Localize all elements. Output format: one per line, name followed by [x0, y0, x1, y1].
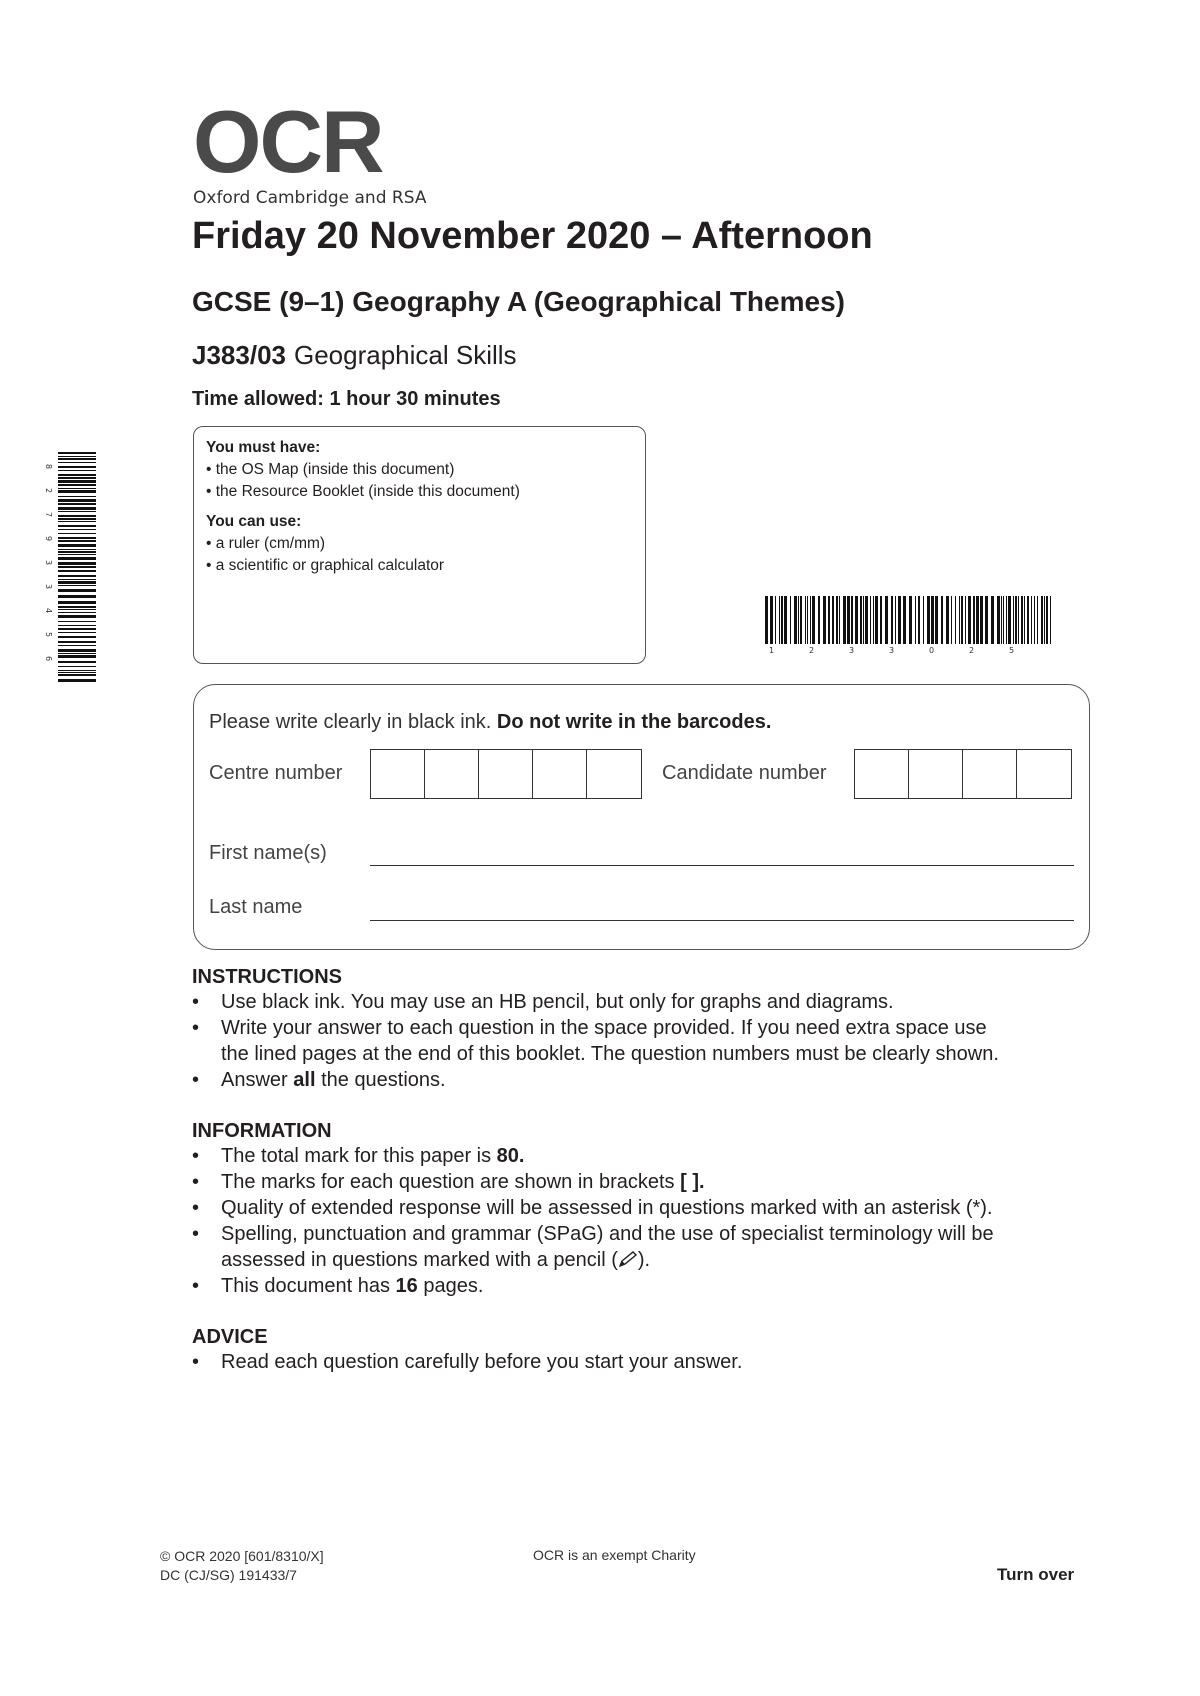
information-item — [192, 1273, 1092, 1299]
barcode-bar — [935, 596, 938, 644]
barcode-bar — [965, 596, 966, 644]
barcode-bar — [58, 606, 96, 608]
total-mark: 80. — [496, 1145, 525, 1167]
requirements-box — [193, 426, 646, 664]
barcode-bar — [875, 596, 878, 644]
instruction-text: Use black ink. You may use an HB pencil, but only for graphs and diagrams. — [221, 991, 894, 1013]
first-name-field[interactable] — [370, 865, 1074, 866]
barcode-bar — [58, 641, 96, 643]
barcode-bar — [58, 458, 96, 460]
last-name-field[interactable] — [370, 920, 1074, 921]
barcode-bar — [58, 466, 96, 468]
barcode-bar — [968, 596, 971, 644]
barcode-digit: 8 — [44, 464, 53, 470]
barcode-bar — [58, 537, 96, 539]
barcode-bar — [1031, 596, 1032, 644]
last-name-label: Last name — [209, 896, 303, 918]
barcode-bar — [860, 596, 862, 644]
first-name-label: First name(s) — [209, 842, 327, 864]
barcode-bar — [58, 511, 96, 512]
barcode-digit: 2 — [809, 646, 815, 655]
can-use-heading: You can use: — [206, 513, 302, 530]
barcode-bar — [959, 596, 960, 644]
barcode-bar — [58, 575, 96, 577]
barcode-bar — [58, 515, 96, 517]
barcode-bar — [1044, 596, 1045, 644]
barcode-bar — [918, 596, 920, 644]
barcode-bar — [58, 579, 96, 580]
barcode-bar — [784, 596, 787, 644]
ocr-logo — [193, 92, 427, 208]
can-use-item: • a scientific or graphical calculator — [206, 555, 633, 577]
barcode-bar — [790, 596, 791, 644]
barcode-bar — [58, 544, 96, 547]
can-use-list — [206, 533, 633, 577]
paper-code: J383/03 — [192, 340, 286, 370]
exam-date: Friday 20 November 2020 – Afternoon — [192, 215, 873, 257]
text-bold: [ ]. — [680, 1171, 705, 1193]
information-text — [221, 1143, 524, 1169]
barcode-bar — [58, 480, 96, 483]
write-note-bold: Do not write in the barcodes. — [496, 711, 772, 733]
barcode-bar — [891, 596, 893, 644]
barcode-bar — [976, 596, 979, 644]
text-part: ). — [637, 1249, 651, 1271]
barcode-bar — [58, 661, 96, 663]
centre-number-field[interactable] — [370, 749, 642, 799]
barcode-bar — [1013, 596, 1014, 644]
barcode-bar — [1041, 596, 1043, 644]
text-part: The marks for each question are shown in brackets — [221, 1171, 675, 1193]
write-note-text: Please write clearly in black ink. — [209, 711, 492, 733]
barcode-bar — [58, 632, 96, 633]
barcode-bar — [1046, 596, 1048, 644]
barcode-bar — [895, 596, 896, 644]
barcode-digit: 0 — [929, 646, 935, 655]
bullet: • — [192, 1223, 200, 1245]
barcode-digit: 1 — [769, 646, 775, 655]
barcode-bar — [770, 596, 773, 644]
pencil-icon — [618, 1250, 638, 1268]
barcode-bar — [985, 596, 988, 644]
information-text: Spelling, punctuation and grammar (SPaG) and the use of specialist terminology will be — [221, 1223, 994, 1245]
barcode-bar — [58, 621, 96, 622]
barcode-digit: 7 — [44, 512, 53, 518]
barcode-digit: 9 — [44, 536, 53, 542]
bullet: • — [192, 1069, 200, 1091]
instruction-item — [192, 989, 1092, 1015]
barcode-bar — [779, 596, 780, 644]
barcode-bar — [58, 477, 96, 479]
barcode-bar — [973, 596, 975, 644]
information-text: Quality of extended response will be assessed in questions marked with an asterisk (*). — [221, 1197, 993, 1219]
advice-text: Read each question carefully before you start your answer. — [221, 1351, 743, 1373]
barcode-bar — [775, 596, 776, 644]
barcode-bar — [1034, 596, 1035, 644]
barcode-bar — [58, 533, 96, 534]
barcode-bar — [903, 596, 906, 644]
barcode-digit: 5 — [44, 632, 53, 638]
barcode-bar — [58, 503, 96, 505]
barcode-bar — [58, 521, 96, 522]
barcode-bar — [58, 609, 96, 610]
information-text — [221, 1169, 705, 1195]
barcode-bar — [855, 596, 858, 644]
barcode-bar — [927, 596, 930, 644]
barcode-bar — [946, 596, 949, 644]
centre-number-label: Centre number — [209, 762, 343, 784]
barcode-bar — [865, 596, 868, 644]
barcode-bar — [58, 452, 96, 454]
barcode-bar — [58, 628, 96, 630]
paper-title: Geographical Skills — [293, 340, 517, 370]
text-part: assessed in questions marked with a pencil ( — [221, 1249, 618, 1271]
barcode-bar — [909, 596, 912, 644]
information-text — [221, 1247, 650, 1273]
paper-line — [192, 340, 517, 371]
barcode-bar — [58, 581, 96, 584]
barcode-bar — [765, 596, 768, 644]
barcode-bar — [58, 507, 96, 510]
instruction-text — [221, 1067, 446, 1093]
bullet: • — [192, 1171, 200, 1193]
barcode-bar — [898, 596, 901, 644]
barcode-bar — [58, 474, 96, 476]
text-part: Answer — [221, 1069, 288, 1091]
barcode-bar — [931, 596, 934, 644]
must-have-item: • the Resource Booklet (inside this document) — [206, 481, 633, 503]
digit-box[interactable] — [963, 750, 1017, 798]
barcode-bar — [870, 596, 871, 644]
barcode-bar — [1037, 596, 1038, 644]
barcode-bar — [1021, 596, 1023, 644]
bullet: • — [192, 1145, 200, 1167]
digit-box[interactable] — [587, 750, 641, 798]
barcode-digit: 3 — [44, 560, 53, 566]
barcode-bar — [58, 557, 96, 560]
barcode-bar — [880, 596, 882, 644]
barcode-bar — [58, 456, 96, 457]
barcode-bar — [58, 589, 96, 592]
horizontal-barcode — [765, 596, 1055, 654]
information-item — [192, 1169, 1092, 1195]
charity-note: OCR is an exempt Charity — [533, 1547, 696, 1563]
logo-subtitle: Oxford Cambridge and RSA — [193, 188, 427, 208]
instruction-item — [192, 1067, 1092, 1093]
barcode-bar — [58, 490, 96, 493]
digit-box[interactable] — [479, 750, 533, 798]
digit-box[interactable] — [533, 750, 587, 798]
barcode-bar — [58, 625, 96, 626]
must-have-list — [206, 459, 633, 503]
barcode-bar — [843, 596, 846, 644]
barcode-bar — [58, 612, 96, 613]
barcode-bar — [58, 601, 96, 604]
information-item — [192, 1195, 1092, 1221]
text-part: This document has — [221, 1275, 390, 1297]
candidate-number-field[interactable] — [854, 749, 1072, 799]
advice-item — [192, 1349, 1092, 1375]
barcode-bar — [58, 540, 96, 542]
advice-heading: ADVICE — [192, 1326, 268, 1348]
barcode-bar — [955, 596, 956, 644]
barcode-bar — [58, 462, 96, 463]
instruction-text: the lined pages at the end of this booklet. The question numbers must be clearly shown. — [221, 1043, 999, 1065]
barcode-bar — [58, 562, 96, 565]
barcode-bar — [923, 596, 924, 644]
barcode-bar — [58, 615, 96, 618]
barcode-bar — [58, 653, 96, 654]
text-part: the questions. — [321, 1069, 446, 1091]
page-count: 16 — [395, 1275, 418, 1297]
barcode-bar — [991, 596, 994, 644]
information-heading: INFORMATION — [192, 1120, 332, 1142]
barcode-bar — [58, 666, 96, 667]
barcode-bar — [794, 596, 797, 644]
barcode-bar — [1008, 596, 1011, 644]
barcode-bar — [58, 566, 96, 568]
text-part: The total mark for this paper is — [221, 1145, 492, 1167]
barcode-digit: 3 — [889, 646, 895, 655]
instruction-text: Write your answer to each question in the space provided. If you need extra space use — [221, 1017, 987, 1039]
copyright-text: © OCR 2020 [601/8310/X] — [160, 1548, 324, 1564]
barcode-digit: 4 — [44, 608, 53, 614]
barcode-bar — [1050, 596, 1051, 644]
barcode-bar — [58, 551, 96, 553]
barcode-bar — [58, 488, 96, 489]
information-item — [192, 1143, 1092, 1169]
barcode-digit: 2 — [44, 488, 53, 494]
barcode-bar — [847, 596, 850, 644]
text-part: pages. — [423, 1275, 484, 1297]
barcode-bar — [1024, 596, 1025, 644]
barcode-bar — [1001, 596, 1002, 644]
digit-box[interactable] — [1017, 750, 1071, 798]
barcode-bar — [961, 596, 963, 644]
digit-box[interactable] — [371, 750, 425, 798]
barcode-digit: 5 — [1009, 646, 1015, 655]
barcode-digit: 2 — [969, 646, 975, 655]
barcode-bar — [1018, 596, 1019, 644]
barcode-bar — [58, 484, 96, 486]
must-have-heading: You must have: — [206, 439, 321, 456]
barcode-bar — [941, 596, 943, 644]
barcode-bar — [1015, 596, 1017, 644]
barcode-bar — [58, 679, 96, 682]
barcode-bar — [915, 596, 916, 644]
vertical-barcode — [46, 452, 98, 684]
barcode-bar — [58, 470, 96, 471]
barcode-bar — [1006, 596, 1007, 644]
barcode-bar — [58, 570, 96, 572]
barcode-bar — [781, 596, 783, 644]
barcode-bar — [58, 649, 96, 652]
barcode-bar — [836, 596, 838, 644]
barcode-bar — [1003, 596, 1004, 644]
barcode-digit: 3 — [849, 646, 855, 655]
barcode-bar — [58, 672, 96, 673]
digit-box[interactable] — [909, 750, 963, 798]
barcode-bar — [58, 529, 96, 530]
barcode-bar — [873, 596, 874, 644]
time-allowed: Time allowed: 1 hour 30 minutes — [192, 388, 501, 410]
must-have-item: • the OS Map (inside this document) — [206, 459, 633, 481]
barcode-bar — [818, 596, 820, 644]
instruction-item — [192, 1015, 1092, 1067]
barcode-bar — [58, 496, 96, 497]
barcode-bar — [1027, 596, 1029, 644]
barcode-bar — [58, 549, 96, 550]
barcode-bar — [823, 596, 826, 644]
barcode-digit: 6 — [44, 656, 53, 662]
barcode-bar — [58, 636, 96, 638]
information-text — [221, 1273, 483, 1299]
bullet: • — [192, 1017, 200, 1039]
barcode-bar — [807, 596, 808, 644]
write-instruction — [209, 711, 771, 734]
barcode-bar — [58, 499, 96, 502]
document-ref: DC (CJ/SG) 191433/7 — [160, 1567, 297, 1583]
barcode-bar — [58, 595, 96, 598]
barcode-digit: 3 — [44, 584, 53, 590]
candidate-details-box — [193, 684, 1090, 950]
logo-mark: OCR — [193, 92, 383, 191]
barcode-bar — [58, 585, 96, 586]
barcode-bar — [58, 525, 96, 527]
barcode-bar — [863, 596, 864, 644]
barcode-bar — [58, 674, 96, 676]
barcode-bar — [980, 596, 983, 644]
qualification-title: GCSE (9–1) Geography A (Geographical Themes) — [192, 286, 845, 317]
bullet: • — [192, 991, 200, 1013]
bullet: • — [192, 1197, 200, 1219]
digit-box[interactable] — [855, 750, 909, 798]
barcode-bar — [828, 596, 830, 644]
can-use-item: • a ruler (cm/mm) — [206, 533, 633, 555]
bullet: • — [192, 1275, 200, 1297]
barcode-bar — [58, 645, 96, 646]
barcode-bar — [58, 670, 96, 671]
candidate-number-label: Candidate number — [662, 762, 827, 784]
information-item — [192, 1221, 1092, 1273]
barcode-bar — [812, 596, 815, 644]
turn-over: Turn over — [997, 1565, 1075, 1584]
instructions-heading: INSTRUCTIONS — [192, 966, 342, 988]
barcode-bar — [798, 596, 799, 644]
barcode-bar — [951, 596, 952, 644]
barcode-bar — [885, 596, 888, 644]
barcode-bar — [810, 596, 811, 644]
barcode-bar — [58, 554, 96, 555]
barcode-bar — [997, 596, 1000, 644]
barcode-bar — [58, 518, 96, 520]
barcode-bar — [805, 596, 806, 644]
barcode-bar — [851, 596, 853, 644]
barcode-bar — [800, 596, 802, 644]
barcode-bar — [58, 655, 96, 658]
barcode-bar — [839, 596, 840, 644]
bullet: • — [192, 1351, 200, 1373]
text-bold: all — [293, 1069, 316, 1091]
barcode-bar — [832, 596, 834, 644]
digit-box[interactable] — [425, 750, 479, 798]
footer-left — [160, 1547, 324, 1585]
